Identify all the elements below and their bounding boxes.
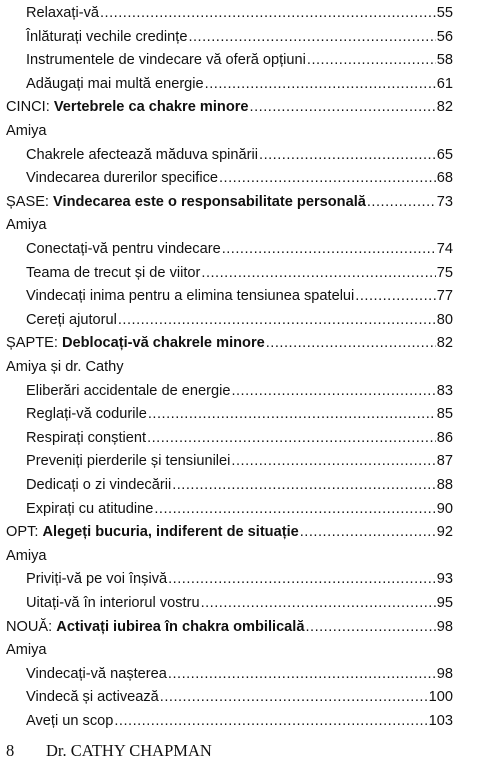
toc-chapter-label <box>6 192 366 212</box>
toc-chapter-row[interactable] <box>6 617 453 637</box>
toc-page-number: 73 <box>436 194 453 210</box>
toc-entry-title: Expirați cu atitudine <box>26 501 154 517</box>
toc-entry-row[interactable] <box>26 50 453 70</box>
toc-entry-row[interactable] <box>26 451 453 471</box>
dot-leader <box>160 687 428 707</box>
dot-leader <box>168 569 436 589</box>
toc-page-number: 65 <box>436 147 453 163</box>
toc-page-number: 74 <box>436 241 453 257</box>
toc-page-number: 82 <box>436 335 453 351</box>
toc-chapter-label <box>6 97 249 117</box>
toc-page-number: 82 <box>436 99 453 115</box>
chapter-title: Vindecarea este o responsabilitate personală <box>53 194 366 210</box>
toc-author-line: Amiya <box>6 642 47 658</box>
chapter-number: OPT: <box>6 524 43 540</box>
toc-chapter-row[interactable] <box>6 522 453 542</box>
toc-page-number: 92 <box>436 524 453 540</box>
toc-author-line: Amiya <box>6 217 47 233</box>
toc-entry-title: Conectați-vă pentru vindecare <box>26 241 221 257</box>
chapter-number: ȘAPTE: <box>6 335 62 351</box>
toc-chapter-row[interactable] <box>6 192 453 212</box>
toc-author-line: Amiya <box>6 548 47 564</box>
toc-entry-row[interactable] <box>26 593 453 613</box>
toc-chapter-label <box>6 522 299 542</box>
toc-entry-title: Eliberări accidentale de energie <box>26 383 231 399</box>
toc-entry-title: Vindecarea durerilor specifice <box>26 170 218 186</box>
toc-entry-row[interactable] <box>26 475 453 495</box>
toc-page-number: 98 <box>436 619 453 635</box>
toc-page-number: 90 <box>436 501 453 517</box>
toc-page-number: 100 <box>428 689 453 705</box>
toc-page-number: 61 <box>436 76 453 92</box>
page-number: 8 <box>6 741 15 760</box>
toc-page-number: 85 <box>436 406 453 422</box>
dot-leader <box>148 404 436 424</box>
toc-entry-title: Vindecați inima pentru a elimina tensiunea spatelui <box>26 288 355 304</box>
toc-entry-row[interactable] <box>26 74 453 94</box>
dot-leader <box>201 593 436 613</box>
toc-entry-title: Adăugați mai multă energie <box>26 76 204 92</box>
toc-entry-row[interactable] <box>26 310 453 330</box>
toc-entry-row[interactable] <box>26 499 453 519</box>
toc-entry-title: Instrumentele de vindecare vă oferă opțiuni <box>26 52 306 68</box>
dot-leader <box>188 27 435 47</box>
toc-chapter-row[interactable] <box>6 97 453 117</box>
toc-entry-row[interactable] <box>26 711 453 731</box>
toc-entry-title: Reglați-vă codurile <box>26 406 147 422</box>
toc-entry-row[interactable] <box>26 687 453 707</box>
toc-entry-row[interactable] <box>26 168 453 188</box>
toc-entry-title: Respirați conștient <box>26 430 147 446</box>
toc-page-number: 75 <box>436 265 453 281</box>
toc-entry-title: Priviți-vă pe voi înșivă <box>26 571 168 587</box>
dot-leader <box>367 192 436 212</box>
toc-entry-title: Relaxați-vă <box>26 5 99 21</box>
dot-leader <box>100 3 436 23</box>
dot-leader <box>300 522 436 542</box>
dot-leader <box>355 286 435 306</box>
dot-leader <box>307 50 436 70</box>
dot-leader <box>172 475 436 495</box>
chapter-number: ȘASE: <box>6 194 54 210</box>
toc-entry-row[interactable] <box>26 145 453 165</box>
toc-entry-title: Chakrele afectează măduva spinării <box>26 147 259 163</box>
dot-leader <box>219 168 436 188</box>
toc-entry-title: Vindecați-vă nașterea <box>26 666 167 682</box>
toc-entry-title: Dedicați o zi vindecării <box>26 477 172 493</box>
dot-leader <box>250 97 436 117</box>
dot-leader <box>118 310 436 330</box>
toc-author-line: Amiya <box>6 123 47 139</box>
toc-page-number: 88 <box>436 477 453 493</box>
toc-chapter-row[interactable] <box>6 333 453 353</box>
toc-entry-title: Teama de trecut și de viitor <box>26 265 201 281</box>
toc-author-line: Amiya și dr. Cathy <box>6 359 124 375</box>
toc-page-number: 58 <box>436 52 453 68</box>
toc-entry-row[interactable] <box>26 428 453 448</box>
dot-leader <box>201 263 435 283</box>
toc-entry-title: Înlăturați vechile credințe <box>26 29 188 45</box>
toc-entry-row[interactable] <box>26 381 453 401</box>
toc-page-number: 87 <box>436 453 453 469</box>
dot-leader <box>205 74 436 94</box>
chapter-title: Activați iubirea în chakra ombilicală <box>56 619 305 635</box>
toc-entry-row[interactable] <box>26 286 453 306</box>
dot-leader <box>147 428 436 448</box>
chapter-number: NOUĂ: <box>6 619 57 635</box>
chapter-title: Alegeți bucuria, indiferent de situație <box>42 524 299 540</box>
toc-page-number: 95 <box>436 595 453 611</box>
dot-leader <box>305 617 435 637</box>
toc-page-number: 77 <box>436 288 453 304</box>
dot-leader <box>114 711 427 731</box>
toc-entry-row[interactable] <box>26 239 453 259</box>
toc-page-number: 68 <box>436 170 453 186</box>
toc-entry-title: Cereți ajutorul <box>26 312 117 328</box>
dot-leader <box>259 145 436 165</box>
toc-page-number: 103 <box>428 713 453 729</box>
dot-leader <box>168 664 436 684</box>
toc-entry-row[interactable] <box>26 664 453 684</box>
running-head: Dr. CATHY CHAPMAN <box>46 741 212 760</box>
toc-entry-title: Uitați-vă în interiorul vostru <box>26 595 200 611</box>
toc-page-number: 80 <box>436 312 453 328</box>
toc-page-number: 55 <box>436 5 453 21</box>
chapter-title: Vertebrele ca chakre minore <box>53 99 249 115</box>
dot-leader <box>222 239 436 259</box>
dot-leader <box>154 499 435 519</box>
dot-leader <box>266 333 436 353</box>
toc-entry-title: Aveți un scop <box>26 713 114 729</box>
toc-page-number: 98 <box>436 666 453 682</box>
toc-page-number: 56 <box>436 29 453 45</box>
toc-entry-row[interactable] <box>26 263 453 283</box>
page-footer <box>6 741 212 761</box>
dot-leader <box>231 381 435 401</box>
toc-entry-title: Vindecă și activează <box>26 689 159 705</box>
toc-chapter-label <box>6 617 304 637</box>
toc-chapter-label <box>6 333 265 353</box>
toc-entry-row[interactable] <box>26 27 453 47</box>
chapter-title: Deblocați-vă chakrele minore <box>61 335 265 351</box>
toc-page-number: 83 <box>436 383 453 399</box>
toc-entry-row[interactable] <box>26 569 453 589</box>
toc-page-number: 93 <box>436 571 453 587</box>
toc-entry-row[interactable] <box>26 3 453 23</box>
dot-leader <box>231 451 435 471</box>
chapter-number: CINCI: <box>6 99 54 115</box>
toc-entry-title: Preveniți pierderile și tensiunilei <box>26 453 231 469</box>
toc-page-number: 86 <box>436 430 453 446</box>
toc-entry-row[interactable] <box>26 404 453 424</box>
